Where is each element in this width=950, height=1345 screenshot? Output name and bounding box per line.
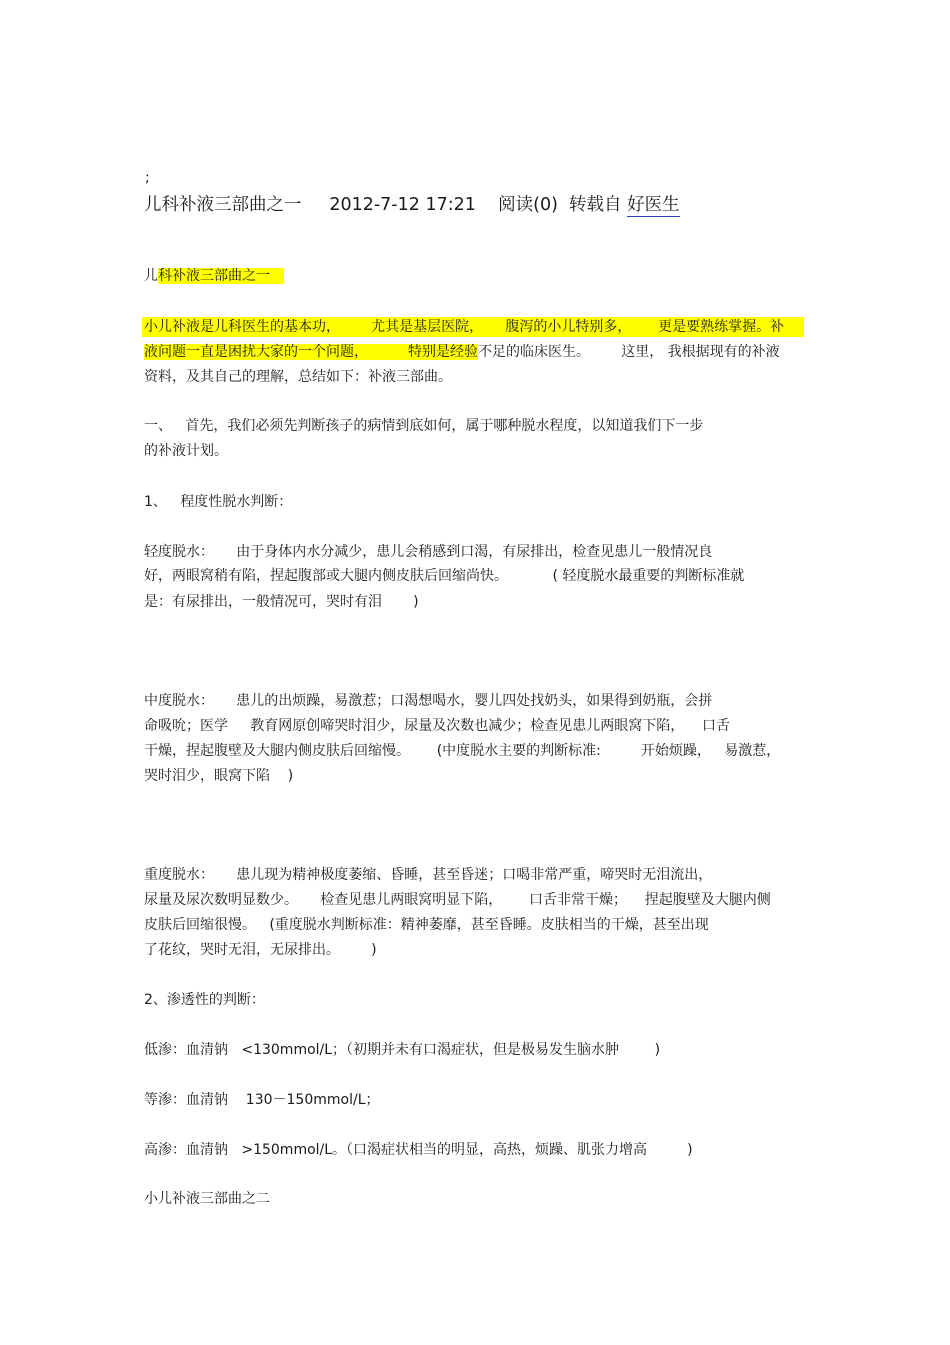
- heading-char: 儿: [144, 268, 158, 284]
- leading-semicolon: ;: [145, 170, 150, 186]
- severe-line-4: 了花纹，哭时无泪，无尿排出。 ): [144, 942, 377, 958]
- intro-line-3: 资料，及其自己的理解，总结如下：补液三部曲。: [144, 369, 452, 385]
- moderate-line-2: 命吸吮；医学 教育网原创啼哭时泪少，尿量及次数也减少；检查见患儿两眼窝下陷， 口舌: [144, 718, 731, 734]
- mild-line-1: 轻度脱水： 由于身体内水分减少，患儿会稍感到口渴，有尿排出，检查见患儿一般情况良: [144, 544, 713, 560]
- source-link[interactable]: 好医生: [627, 195, 680, 215]
- article-title-text: 儿科补液三部曲之一 2012-7-12 17:21 阅读(0) 转载自: [144, 195, 628, 215]
- moderate-line-4: 哭时泪少，眼窝下陷 ): [144, 768, 294, 784]
- moderate-line-3: 干燥，捏起腹壁及大腿内侧皮肤后回缩慢。 (中度脱水主要的判断标准: 开始烦躁， 易激惹，: [144, 743, 781, 759]
- article-title: [144, 193, 680, 217]
- severe-line-2: 尿量及尿次数明显数少。 检查见患儿两眼窝明显下陷， 口舌非常干燥； 捏起腹壁及大腿内侧: [144, 892, 771, 908]
- intro-line-1: [144, 317, 804, 337]
- next-section-heading: 小儿补液三部曲之二: [144, 1191, 270, 1207]
- step1-line-2: 的补液计划。: [144, 443, 228, 459]
- section-heading: [144, 266, 284, 286]
- section-1-heading: 1、 程度性脱水判断：: [144, 494, 293, 510]
- heading-highlighted: 科补液三部曲之一: [158, 268, 284, 284]
- severe-line-3: 皮肤后回缩很慢。 (重度脱水判断标准：精神萎靡，甚至昏睡。皮肤相当的干燥，甚至出现: [144, 917, 709, 933]
- hypotonic-line: 低渗：血清钠 <130mmol/L；（初期并未有口渴症状，但是极易发生脑水肿 ): [144, 1042, 661, 1058]
- mild-line-3: 是：有尿排出，一般情况可，哭时有泪 ): [144, 594, 419, 610]
- isotonic-line: 等渗：血清钠 130－150mmol/L；: [144, 1092, 380, 1108]
- intro-line-2: [144, 342, 780, 362]
- moderate-line-1: 中度脱水： 患儿的出烦躁，易激惹；口渴想喝水，婴儿四处找奶头，如果得到奶瓶，会拼: [144, 693, 713, 709]
- severe-line-1: 重度脱水： 患儿现为精神极度萎缩、昏睡，甚至昏迷；口喝非常严重，啼哭时无泪流出，: [144, 867, 713, 883]
- section-2-heading: 2、渗透性的判断：: [144, 992, 265, 1008]
- intro-line-2-highlight: 液问题一直是困扰大家的一个问题， 特别是经验: [144, 344, 479, 360]
- hypertonic-line: 高渗：血清钠 >150mmol/L。（口渴症状相当的明显，高热，烦躁、肌张力增高 ): [144, 1142, 693, 1158]
- intro-line-1-text: 小儿补液是儿科医生的基本功， 尤其是基层医院， 腹泻的小儿特别多， 更是要熟练掌握。补: [142, 317, 804, 337]
- step1-line-1: 一、 首先，我们必须先判断孩子的病情到底如何，属于哪种脱水程度，以知道我们下一步: [144, 418, 704, 434]
- intro-line-2-rest: 不足的临床医生。 这里， 我根据现有的补液: [478, 344, 780, 360]
- mild-line-2: 好，两眼窝稍有陷，捏起腹部或大腿内侧皮肤后回缩尚快。 ( 轻度脱水最重要的判断标准就: [144, 568, 745, 584]
